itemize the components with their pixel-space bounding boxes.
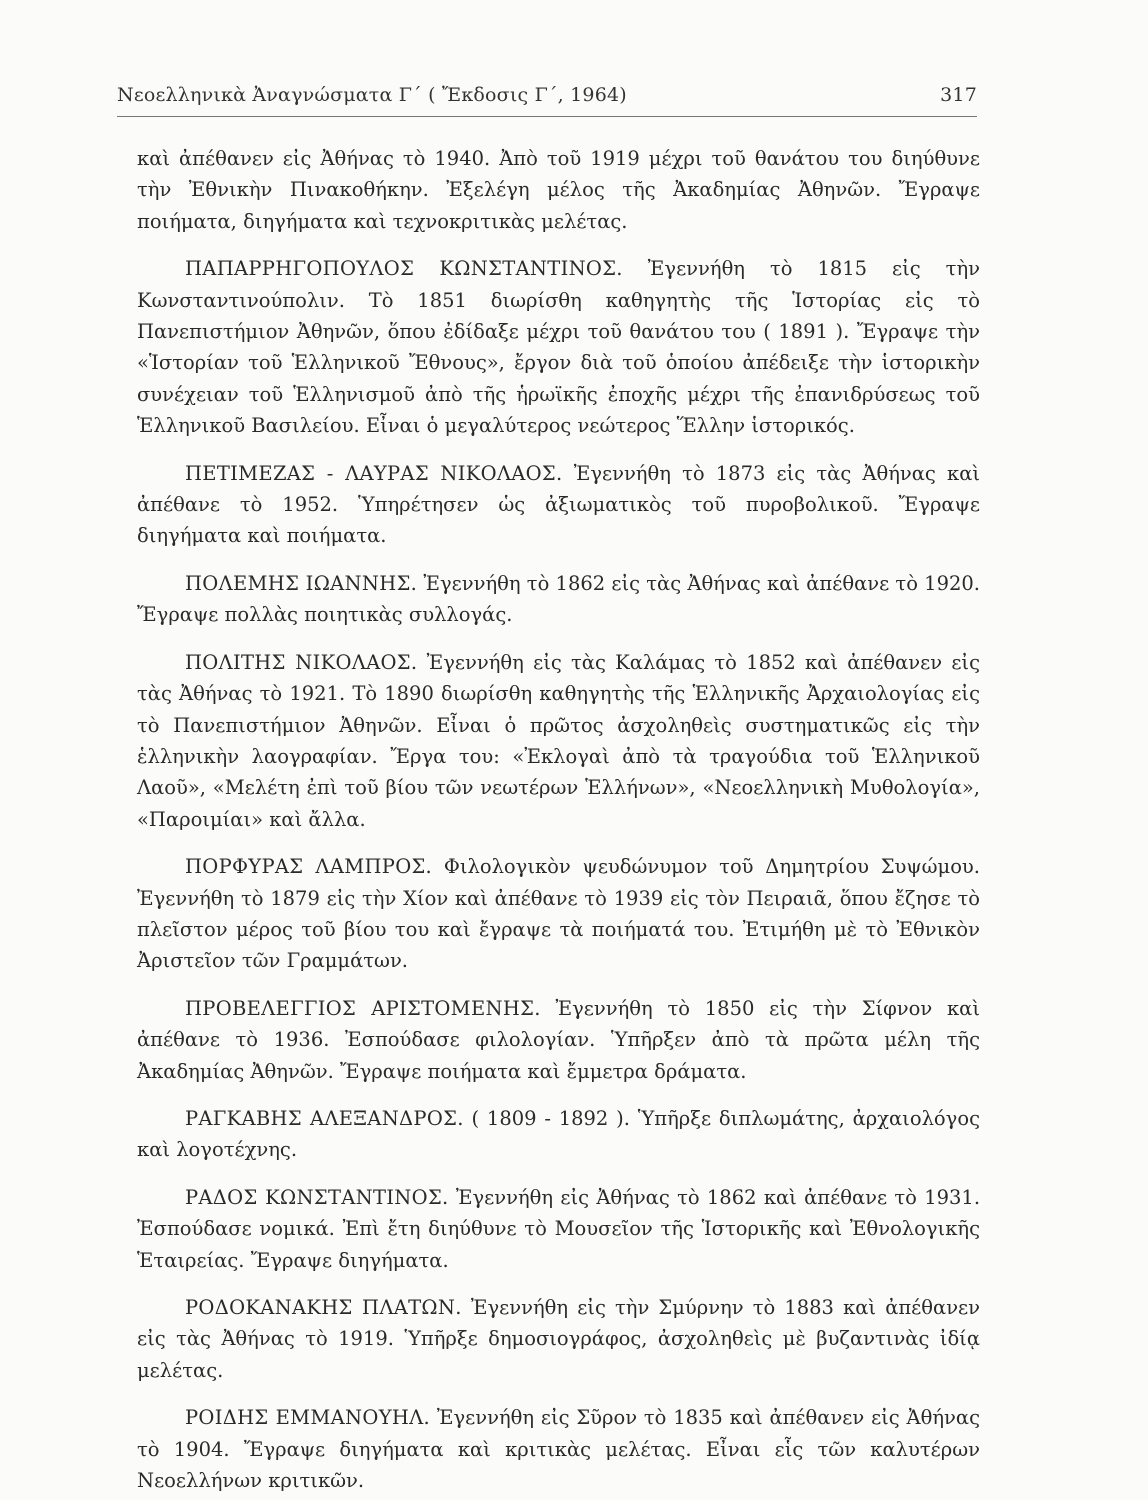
entry-text: Ἐγεννήθη τὸ 1815 εἰς τὴν Κωνσταντινούπολιν. Τὸ 1851 διωρίσθη καθηγητὴς τῆς Ἱστορίας εἰς τὸ Πανεπιστήμιον Ἀθηνῶν, ὅπου ἐδίδαξε μέχρι τοῦ θανάτου του ( 1891 ). Ἔγραψε τὴν «Ἱστορίαν τοῦ Ἑλληνικοῦ Ἔθνους», ἔργον διὰ τοῦ ὁποίου ἀπέδειξε τὴν ἱστορικὴν συνέχειαν τοῦ Ἑλληνισμοῦ ἀπὸ τῆς ἡρωϊκῆς ἐποχῆς μέχρι τῆς ἐπανιδρύσεως τοῦ Ἑλληνικοῦ Βασιλείου. Εἶναι ὁ μεγαλύτερος νεώτερος Ἕλλην ἱστορικός. <box>137 257 980 438</box>
running-head <box>117 84 977 114</box>
entry-rados <box>137 1182 980 1276</box>
entry-text: Ἐγεννήθη τὸ 1850 εἰς τὴν Σίφνον καὶ ἀπέθανε τὸ 1936. Ἐσπούδασε φιλολογίαν. Ὑπῆρξεν ἀπὸ τὰ πρῶτα μέλη τῆς Ἀκαδημίας Ἀθηνῶν. Ἔγραψε ποιήματα καὶ ἔμμετρα δράματα. <box>137 996 980 1083</box>
entry-name: ΠΕΤΙΜΕΖΑΣ - ΛΑΥΡΑΣ ΝΙΚΟΛΑΟΣ. <box>185 461 563 485</box>
entry-porfyras <box>137 851 980 977</box>
entry-name: ΠΡΟΒΕΛΕΓΓΙΟΣ ΑΡΙΣΤΟΜΕΝΗΣ. <box>185 996 541 1020</box>
entry-name: ΠΟΛΕΜΗΣ ΙΩΑΝΝΗΣ. <box>185 571 418 595</box>
entry-name: ΡΟΔΟΚΑΝΑΚΗΣ ΠΛΑΤΩΝ. <box>185 1296 462 1319</box>
entry-name: ΡΑΓΚΑΒΗΣ ΑΛΕΞΑΝΔΡΟΣ. <box>185 1106 464 1130</box>
page-number: 317 <box>940 84 977 106</box>
book-title: Νεοελληνικὰ Ἀναγνώσματα Γ΄ ( Ἔκδοσις Γ΄, 1964) <box>117 84 627 106</box>
entry-text: Ἐγεννήθη εἰς τὴν Σμύρνην τὸ 1883 καὶ ἀπέθανεν εἰς τὰς Ἀθήνας τὸ 1919. Ὑπῆρξε δημοσιογράφος, ἀσχοληθεὶς μὲ βυζαντινὰς ἰδίᾳ μελέτας. <box>137 1296 980 1382</box>
entry-continuation <box>137 143 980 237</box>
entry-rangavis <box>137 1103 980 1166</box>
entry-name: ΠΑΠΑΡΡΗΓΟΠΟΥΛΟΣ ΚΩΝΣΤΑΝΤΙΝΟΣ. <box>185 257 623 281</box>
entry-paparrigopoulos <box>137 253 980 441</box>
header-rule <box>117 116 977 117</box>
entry-rodokanakis <box>137 1292 980 1386</box>
entry-name: ΠΟΡΦΥΡΑΣ ΛΑΜΠΡΟΣ. <box>185 855 433 879</box>
entry-polemis <box>137 568 980 631</box>
entry-petimezas-lavras <box>137 458 980 552</box>
entry-roidis <box>137 1402 980 1496</box>
entry-text: ( 1809 - 1892 ). Ὑπῆρξε διπλωμάτης, ἀρχαιολόγος καὶ λογοτέχνης. <box>137 1106 980 1162</box>
entry-text: Ἐγεννήθη εἰς Ἀθήνας τὸ 1862 καὶ ἀπέθανε τὸ 1931. Ἐσπούδασε νομικά. Ἐπὶ ἔτη διηύθυνε τὸ Μουσεῖον τῆς Ἱστορικῆς καὶ Ἐθνολογικῆς Ἑταιρείας. Ἔγραψε διηγήματα. <box>137 1185 981 1272</box>
entry-text: Φιλολογικὸν ψευδώνυμον τοῦ Δημητρίου Συψώμου. Ἐγεννήθη τὸ 1879 εἰς τὴν Χίον καὶ ἀπέθανε τὸ 1939 εἰς τὸν Πειραιᾶ, ὅπου ἔζησε τὸ πλεῖστον μέρος τοῦ βίου του καὶ ἔγραψε τὰ ποιήματά του. Ἐτιμήθη μὲ τὸ Ἐθνικὸν Ἀριστεῖον τῶν Γραμμάτων. <box>137 855 980 973</box>
entry-name: ΡΑΔΟΣ ΚΩΝΣΤΑΝΤΙΝΟΣ. <box>185 1185 449 1209</box>
entry-text: Ἐγεννήθη εἰς τὰς Καλάμας τὸ 1852 καὶ ἀπέθανεν εἰς τὰς Ἀθήνας τὸ 1921. Τὸ 1890 διωρίσθη καθηγητὴς τῆς Ἑλληνικῆς Ἀρχαιολογίας εἰς τὸ Πανεπιστήμιον Ἀθηνῶν. Εἶναι ὁ πρῶτος ἀσχοληθεὶς συστηματικῶς εἰς τὴν ἑλληνικὴν λαογραφίαν. Ἔργα του: «Ἐκλογαὶ ἀπὸ τὰ τραγούδια τοῦ Ἑλληνικοῦ Λαοῦ», «Μελέτη ἐπὶ τοῦ βίου τῶν νεωτέρων Ἑλλήνων», «Νεοελληνικὴ Μυθολογία», «Παροιμίαι» καὶ ἄλλα. <box>137 650 980 831</box>
entry-text: Ἐγεννήθη εἰς Σῦρον τὸ 1835 καὶ ἀπέθανεν εἰς Ἀθήνας τὸ 1904. Ἔγραψε διηγήματα καὶ κριτικὰς μελέτας. Εἶναι εἷς τῶν καλυτέρων Νεοελλήνων κριτικῶν. <box>137 1406 980 1493</box>
entry-text: Ἐγεννήθη τὸ 1862 εἰς τὰς Ἀθήνας καὶ ἀπέθανε τὸ 1920. Ἔγραψε πολλὰς ποιητικὰς συλλογάς. <box>137 571 980 627</box>
entry-text: καὶ ἀπέθανεν εἰς Ἀθήνας τὸ 1940. Ἀπὸ τοῦ 1919 μέχρι τοῦ θανάτου του διηύθυνε τὴν Ἐθνικὴν Πινακοθήκην. Ἐξελέγη μέλος τῆς Ἀκαδημίας Ἀθηνῶν. Ἔγραψε ποιήματα, διηγήματα καὶ τεχνοκριτικὰς μελέτας. <box>137 147 980 233</box>
entry-name: ΡΟΙΔΗΣ ΕΜΜΑΝΟΥΗΛ. <box>185 1406 431 1430</box>
entry-politis <box>137 647 980 835</box>
entry-text: Ἐγεννήθη τὸ 1873 εἰς τὰς Ἀθήνας καὶ ἀπέθανε τὸ 1952. Ὑπηρέτησεν ὡς ἀξιωματικὸς τοῦ πυροβολικοῦ. Ἔγραψε διηγήματα καὶ ποιήματα. <box>137 461 981 548</box>
entry-provelengios <box>137 993 980 1087</box>
entry-name: ΠΟΛΙΤΗΣ ΝΙΚΟΛΑΟΣ. <box>185 650 418 674</box>
biographical-entries <box>137 143 980 1496</box>
